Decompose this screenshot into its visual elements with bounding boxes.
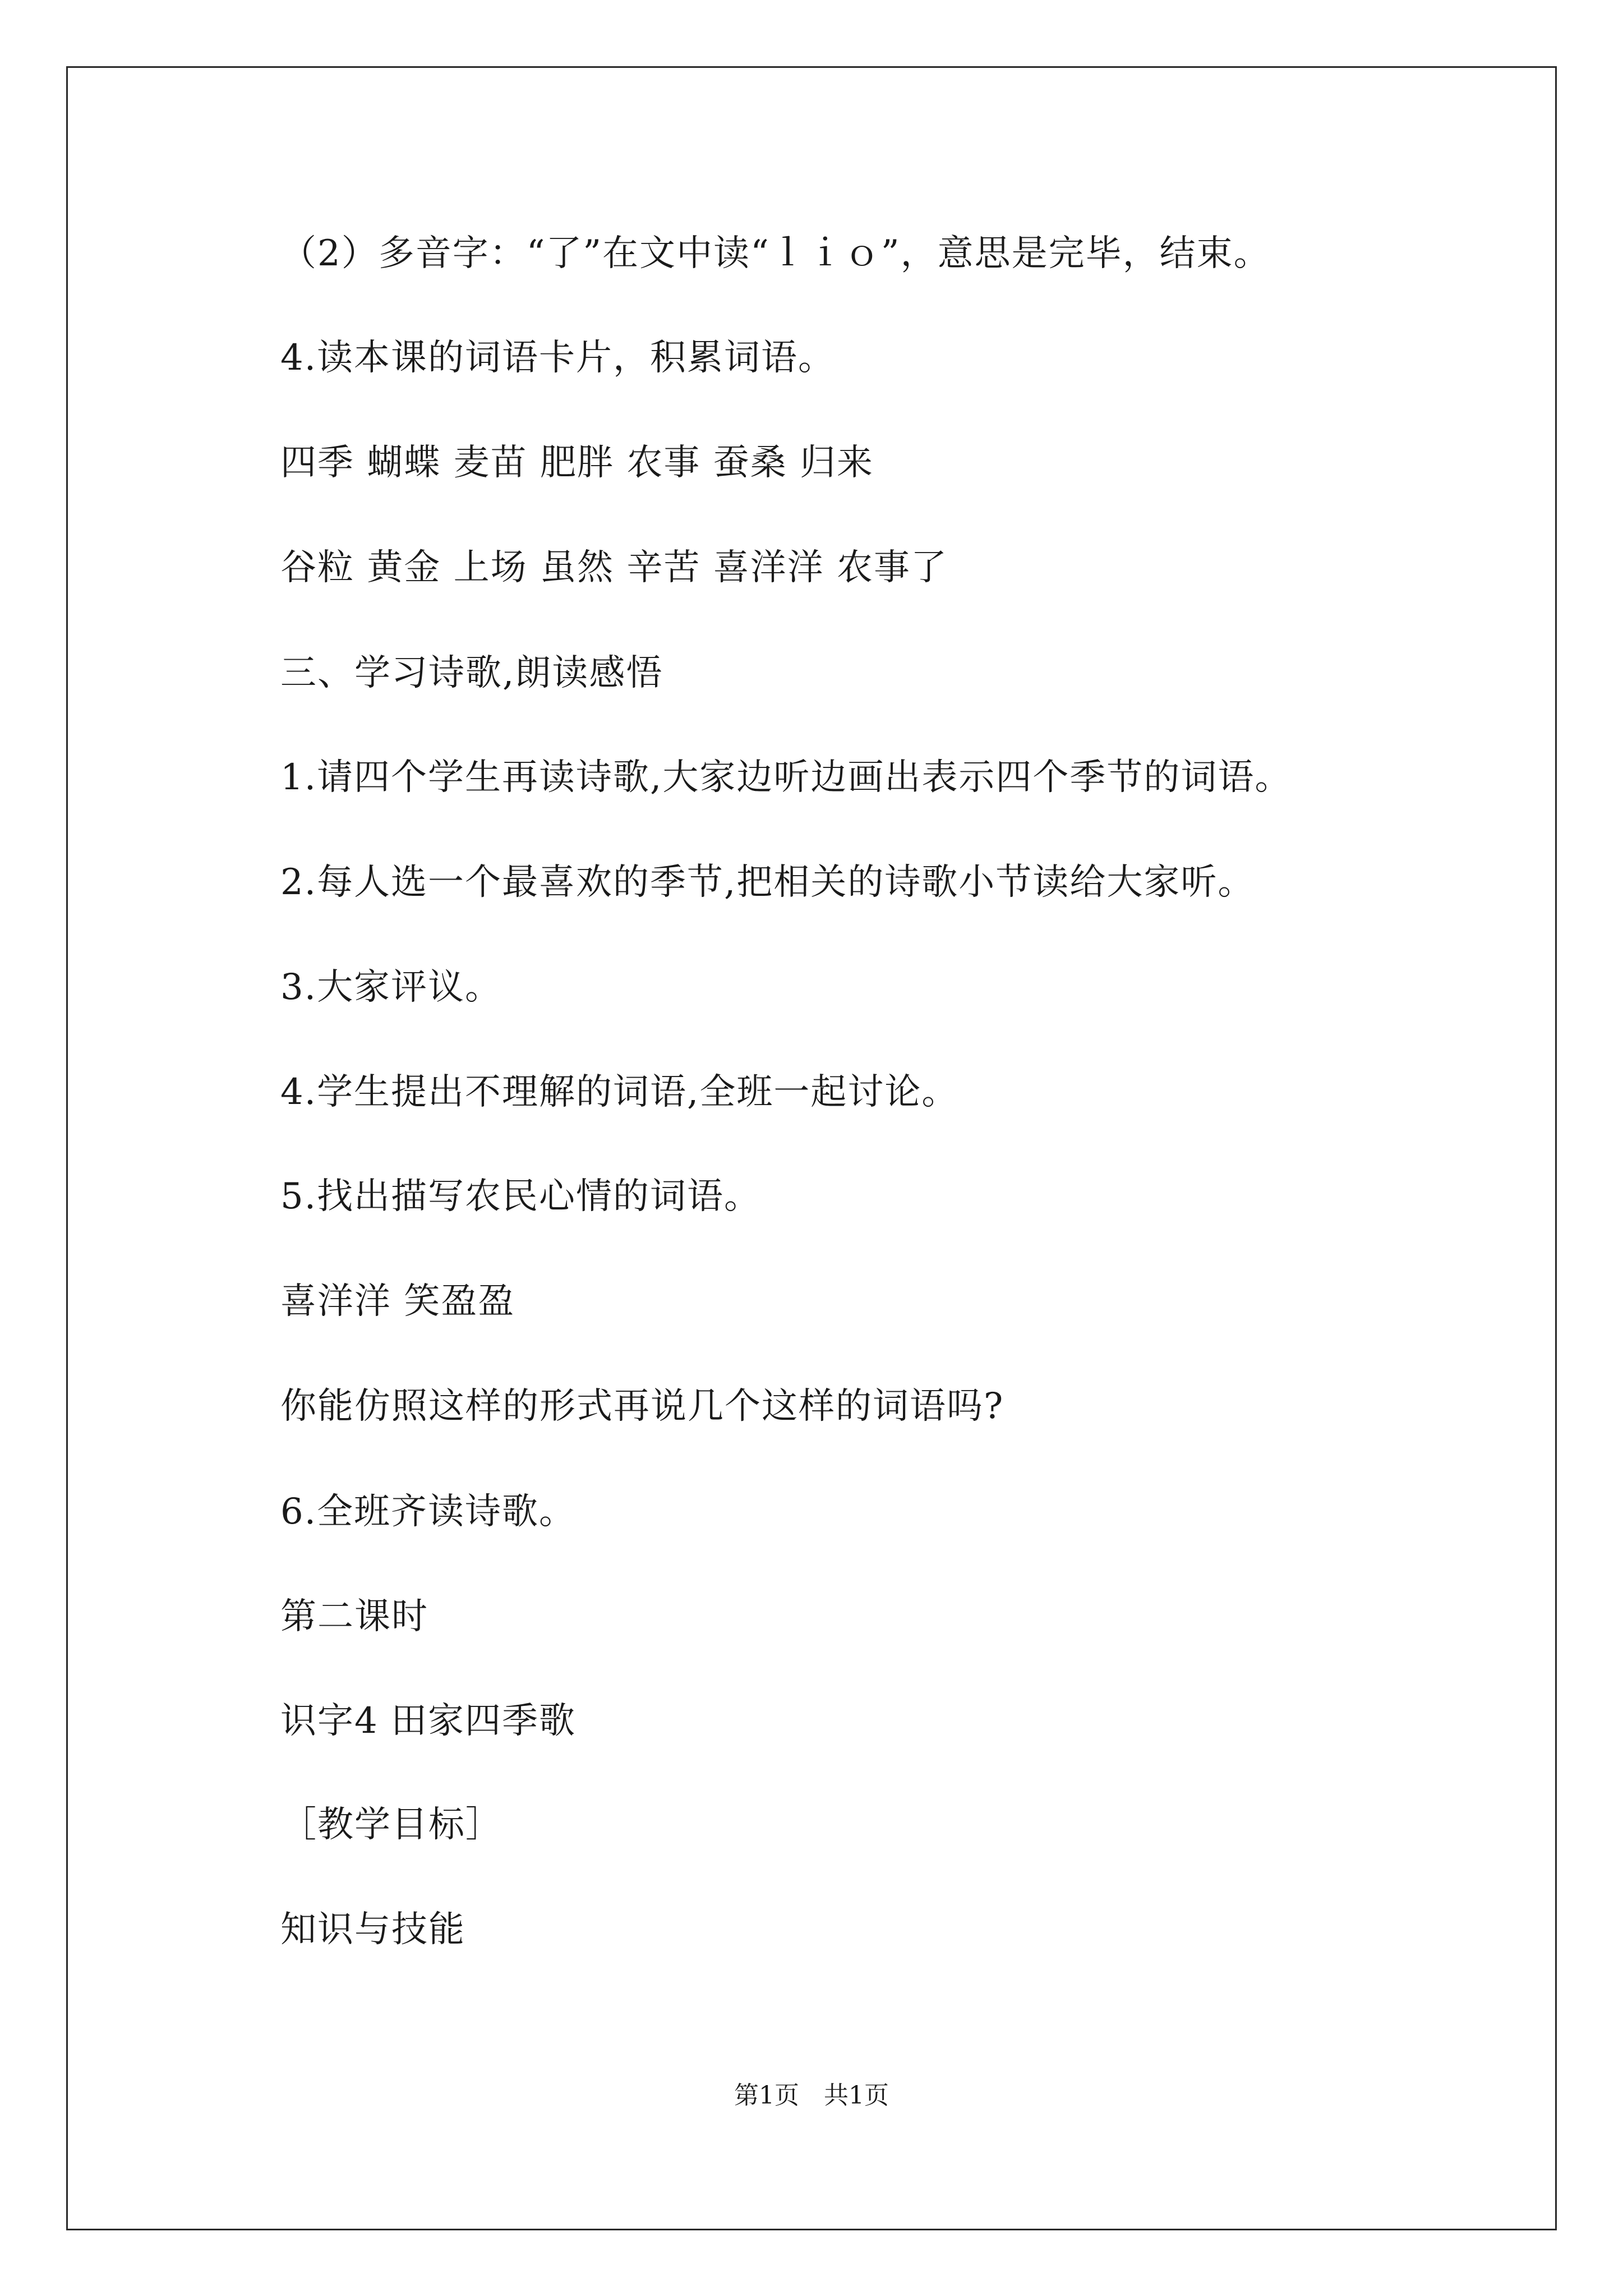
text-line-11: 喜洋洋 笑盈盈 — [280, 1281, 515, 1322]
text-line-7: 2.每人选一个最喜欢的季节,把相关的诗歌小节读给大家听。 — [280, 862, 1255, 903]
text-line-4: 谷粒 黄金 上场 虽然 辛苦 喜洋洋 农事了 — [280, 547, 948, 588]
page-border — [66, 66, 1557, 2230]
text-line-1: （2）多音字：“了”在文中读“ｌｉｏ”，意思是完毕，结束。 — [280, 233, 1271, 274]
text-line-9: 4.学生提出不理解的词语,全班一起讨论。 — [280, 1071, 959, 1113]
text-line-13: 6.全班齐读诗歌。 — [280, 1491, 577, 1533]
text-line-17: 知识与技能 — [280, 1909, 465, 1950]
page-footer: 第1页 共1页 — [734, 2081, 889, 2110]
objectives-heading: ［教学目标］ — [280, 1804, 502, 1846]
text-line-12: 你能仿照这样的形式再说几个这样的词语吗? — [280, 1386, 1004, 1427]
lesson-title: 识字4 田家四季歌 — [280, 1700, 577, 1742]
text-line-10: 5.找出描写农民心情的词语。 — [280, 1176, 762, 1217]
text-line-3: 四季 蝴蝶 麦苗 肥胖 农事 蚕桑 归来 — [280, 442, 874, 484]
text-line-2: 4.读本课的词语卡片，积累词语。 — [280, 337, 836, 379]
text-line-6: 1.请四个学生再读诗歌,大家边听边画出表示四个季节的词语。 — [280, 757, 1292, 798]
section-heading: 三、学习诗歌,朗读感悟 — [280, 652, 663, 694]
text-line-8: 3.大家评议。 — [280, 967, 502, 1008]
lesson-heading: 第二课时 — [280, 1596, 428, 1637]
